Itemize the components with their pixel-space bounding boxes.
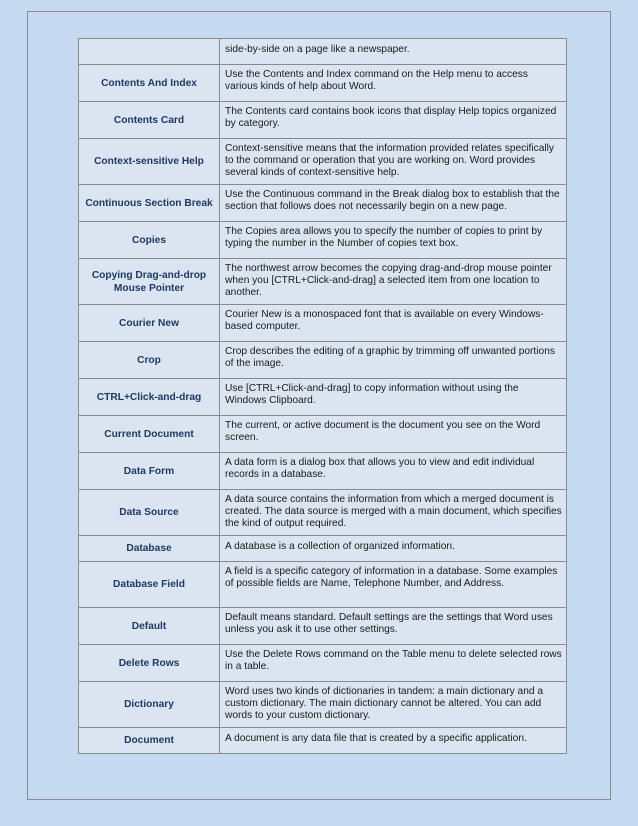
table-row xyxy=(79,39,567,65)
table-row xyxy=(79,608,567,645)
term-cell: Database Field xyxy=(79,562,220,608)
definition-cell: A data form is a dialog box that allows you to view and edit individual records in a database. xyxy=(220,453,567,490)
table-row xyxy=(79,222,567,259)
table-row xyxy=(79,562,567,608)
term-cell: Current Document xyxy=(79,416,220,453)
term-cell: Data Source xyxy=(79,490,220,536)
term-cell: Data Form xyxy=(79,453,220,490)
table-row xyxy=(79,305,567,342)
definition-cell: Use [CTRL+Click-and-drag] to copy information without using the Windows Clipboard. xyxy=(220,379,567,416)
definition-cell: Crop describes the editing of a graphic by trimming off unwanted portions of the image. xyxy=(220,342,567,379)
term-cell: Contents And Index xyxy=(79,65,220,102)
table-row xyxy=(79,139,567,185)
definition-cell: A document is any data file that is created by a specific application. xyxy=(220,728,567,754)
term-cell: Courier New xyxy=(79,305,220,342)
term-cell: Context-sensitive Help xyxy=(79,139,220,185)
definition-cell: Context-sensitive means that the information provided relates specifically to the command or operation that you are working on. Word provides several kinds of context-sensitive help. xyxy=(220,139,567,185)
definition-cell: A database is a collection of organized information. xyxy=(220,536,567,562)
term-cell: Dictionary xyxy=(79,682,220,728)
table-row xyxy=(79,416,567,453)
table-row xyxy=(79,728,567,754)
term-cell xyxy=(79,39,220,65)
table-row xyxy=(79,379,567,416)
definition-cell: side-by-side on a page like a newspaper. xyxy=(220,39,567,65)
term-cell: Continuous Section Break xyxy=(79,185,220,222)
term-cell: Delete Rows xyxy=(79,645,220,682)
term-cell: Copies xyxy=(79,222,220,259)
definition-cell: The Copies area allows you to specify the number of copies to print by typing the number in the Number of copies text box. xyxy=(220,222,567,259)
term-cell: Document xyxy=(79,728,220,754)
definition-cell: Word uses two kinds of dictionaries in tandem: a main dictionary and a custom dictionary. The main dictionary cannot be altered. You can add words to your custom dictionary. xyxy=(220,682,567,728)
term-cell: Copying Drag-and-drop Mouse Pointer xyxy=(79,259,220,305)
term-cell: CTRL+Click-and-drag xyxy=(79,379,220,416)
table-row xyxy=(79,102,567,139)
definition-cell: Default means standard. Default settings are the settings that Word uses unless you ask it to use other settings. xyxy=(220,608,567,645)
term-cell: Default xyxy=(79,608,220,645)
definition-cell: Use the Delete Rows command on the Table menu to delete selected rows in a table. xyxy=(220,645,567,682)
definition-cell: A field is a specific category of information in a database. Some examples of possible fields are Name, Telephone Number, and Address. xyxy=(220,562,567,608)
table-row xyxy=(79,259,567,305)
glossary-table xyxy=(78,38,567,754)
definition-cell: Courier New is a monospaced font that is available on every Windows-based computer. xyxy=(220,305,567,342)
definition-cell: The current, or active document is the document you see on the Word screen. xyxy=(220,416,567,453)
definition-cell: The Contents card contains book icons that display Help topics organized by category. xyxy=(220,102,567,139)
term-cell: Contents Card xyxy=(79,102,220,139)
table-row xyxy=(79,185,567,222)
table-row xyxy=(79,682,567,728)
definition-cell: Use the Contents and Index command on the Help menu to access various kinds of help about Word. xyxy=(220,65,567,102)
table-row xyxy=(79,453,567,490)
term-cell: Crop xyxy=(79,342,220,379)
definition-cell: The northwest arrow becomes the copying drag-and-drop mouse pointer when you [CTRL+Click-and-drag] a selected item from one location to another. xyxy=(220,259,567,305)
definition-cell: A data source contains the information from which a merged document is created. The data source is merged with a main document, which specifies the kind of output required. xyxy=(220,490,567,536)
table-row xyxy=(79,645,567,682)
term-cell: Database xyxy=(79,536,220,562)
table-row xyxy=(79,490,567,536)
table-row xyxy=(79,536,567,562)
table-row xyxy=(79,65,567,102)
table-row xyxy=(79,342,567,379)
definition-cell: Use the Continuous command in the Break dialog box to establish that the section that follows does not necessarily begin on a new page. xyxy=(220,185,567,222)
